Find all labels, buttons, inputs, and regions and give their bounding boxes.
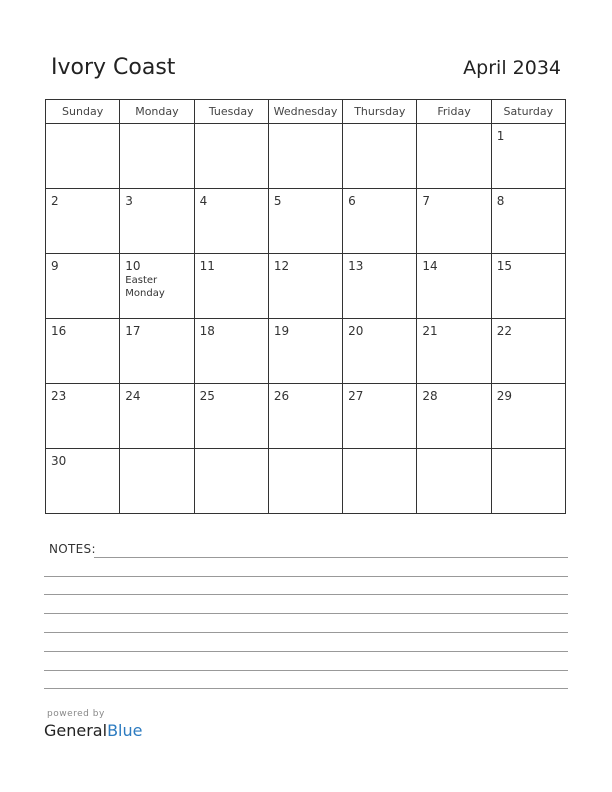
- weekday-header: Wednesday: [268, 100, 342, 124]
- day-number: 6: [348, 194, 356, 208]
- day-cell[interactable]: [46, 449, 120, 514]
- weekday-header-row: [46, 100, 566, 124]
- day-cell[interactable]: [343, 384, 417, 449]
- day-cell[interactable]: [417, 449, 491, 514]
- week-row: [46, 384, 566, 449]
- day-number: 28: [422, 389, 438, 403]
- day-number: 20: [348, 324, 364, 338]
- month-year-title: April 2034: [463, 57, 561, 79]
- day-number: 13: [348, 259, 364, 273]
- day-number: [343, 124, 416, 129]
- notes-line: [94, 557, 568, 558]
- day-cell[interactable]: [491, 254, 565, 319]
- day-cell[interactable]: [491, 319, 565, 384]
- day-cell[interactable]: [194, 124, 268, 189]
- weekday-header: Sunday: [46, 100, 120, 124]
- day-cell[interactable]: [268, 319, 342, 384]
- day-number: [46, 124, 119, 129]
- day-number: 29: [496, 389, 512, 403]
- day-number: 24: [125, 389, 141, 403]
- day-cell[interactable]: [120, 254, 194, 319]
- day-number: 27: [348, 389, 364, 403]
- day-number: 2: [51, 194, 59, 208]
- day-cell[interactable]: [268, 254, 342, 319]
- notes-line: [44, 688, 568, 689]
- notes-line: [44, 632, 568, 633]
- day-number: [269, 449, 342, 454]
- day-cell[interactable]: [417, 124, 491, 189]
- day-number: 19: [273, 324, 290, 338]
- day-number: 4: [199, 194, 208, 208]
- day-cell[interactable]: [46, 319, 120, 384]
- day-cell[interactable]: [46, 189, 120, 254]
- day-number: [417, 449, 490, 454]
- day-cell[interactable]: [491, 124, 565, 189]
- brand-name-part1: General: [44, 721, 108, 740]
- day-number: 7: [422, 194, 431, 208]
- weekday-header: Saturday: [491, 100, 565, 124]
- day-cell[interactable]: [343, 189, 417, 254]
- day-cell[interactable]: [46, 124, 120, 189]
- day-cell[interactable]: [194, 254, 268, 319]
- day-cell[interactable]: [120, 189, 194, 254]
- day-cell[interactable]: [417, 319, 491, 384]
- weekday-header: Monday: [120, 100, 194, 124]
- week-row: [46, 124, 566, 189]
- day-cell[interactable]: [268, 189, 342, 254]
- weekday-header: Tuesday: [194, 100, 268, 124]
- day-cell[interactable]: [417, 384, 491, 449]
- day-number: [120, 124, 193, 129]
- day-number: [120, 449, 193, 454]
- day-cell[interactable]: [417, 254, 491, 319]
- day-cell[interactable]: [343, 254, 417, 319]
- day-number: 3: [125, 194, 133, 208]
- week-row: [46, 449, 566, 514]
- country-title: Ivory Coast: [51, 55, 176, 80]
- day-number: 8: [496, 194, 505, 208]
- day-number: 17: [125, 324, 141, 338]
- day-cell[interactable]: [120, 319, 194, 384]
- day-number: 23: [51, 389, 67, 403]
- brand-name-part2: Blue: [107, 721, 143, 740]
- week-row: [46, 319, 566, 384]
- holiday-label: Easter Monday: [125, 275, 165, 299]
- day-cell[interactable]: [120, 449, 194, 514]
- day-cell[interactable]: [343, 124, 417, 189]
- day-number: [195, 449, 268, 454]
- day-number: 22: [496, 324, 512, 338]
- week-row: [46, 254, 566, 319]
- notes-line: [44, 613, 568, 614]
- day-number: 26: [273, 389, 290, 403]
- day-number: 15: [496, 259, 512, 273]
- day-cell[interactable]: [268, 449, 342, 514]
- notes-line: [44, 594, 568, 595]
- day-cell[interactable]: [417, 189, 491, 254]
- notes-line: [44, 576, 568, 577]
- weekday-header: Thursday: [343, 100, 417, 124]
- day-cell[interactable]: [491, 384, 565, 449]
- day-cell[interactable]: [194, 449, 268, 514]
- day-cell[interactable]: [491, 189, 565, 254]
- day-number: [269, 124, 342, 129]
- day-number: [492, 449, 565, 454]
- notes-label: NOTES:: [49, 542, 96, 556]
- day-number: [417, 124, 490, 129]
- day-number: 16: [51, 324, 67, 338]
- day-cell[interactable]: [46, 254, 120, 319]
- day-number: 12: [273, 259, 290, 273]
- day-number: 14: [422, 259, 438, 273]
- day-number: [195, 124, 268, 129]
- day-number: 11: [199, 259, 215, 273]
- day-number: 1: [496, 129, 505, 143]
- brand-logo[interactable]: [44, 721, 142, 740]
- day-cell[interactable]: [46, 384, 120, 449]
- day-cell[interactable]: [194, 319, 268, 384]
- notes-line: [44, 651, 568, 652]
- day-number: 10: [125, 259, 141, 273]
- day-number: 25: [199, 389, 215, 403]
- day-number: 9: [51, 259, 59, 273]
- calendar-grid: [45, 99, 566, 514]
- day-number: 5: [273, 194, 282, 208]
- day-cell[interactable]: [268, 384, 342, 449]
- weekday-header: Friday: [417, 100, 491, 124]
- day-cell[interactable]: [268, 124, 342, 189]
- day-cell[interactable]: [194, 189, 268, 254]
- day-cell[interactable]: [343, 449, 417, 514]
- day-cell[interactable]: [491, 449, 565, 514]
- day-cell[interactable]: [194, 384, 268, 449]
- day-number: 18: [199, 324, 215, 338]
- day-cell[interactable]: [343, 319, 417, 384]
- week-row: [46, 189, 566, 254]
- day-cell[interactable]: [120, 124, 194, 189]
- day-number: 30: [51, 454, 67, 468]
- day-cell[interactable]: [120, 384, 194, 449]
- day-number: 21: [422, 324, 438, 338]
- powered-by-label: powered by: [47, 709, 105, 719]
- day-number: [343, 449, 416, 454]
- notes-line: [44, 670, 568, 671]
